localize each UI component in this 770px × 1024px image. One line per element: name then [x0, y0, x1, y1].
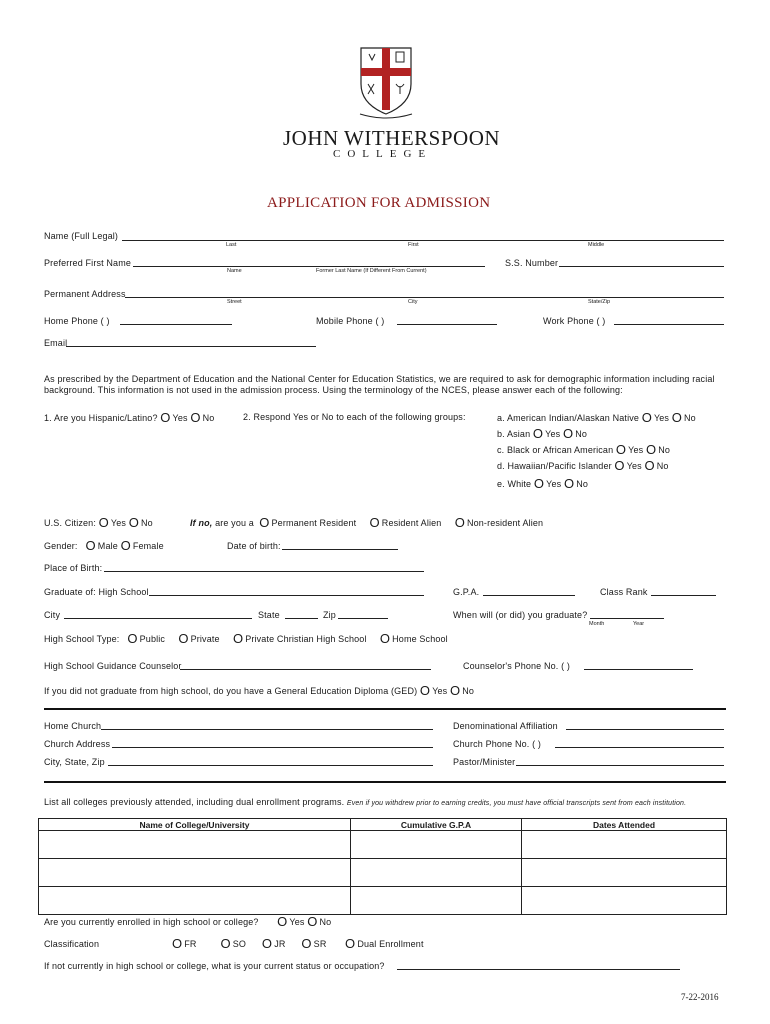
college-name-cell[interactable] — [39, 887, 351, 915]
group-a-yes-radio[interactable]: O — [641, 410, 652, 425]
classification-options: O FR O SO O JR O SR O Dual Enrollment — [172, 936, 424, 951]
full-name-field[interactable] — [122, 240, 724, 241]
citizen-yes-radio[interactable]: O — [98, 515, 109, 530]
group-a-no-radio[interactable]: O — [671, 410, 683, 425]
colleges-table — [38, 818, 727, 915]
college-dates-cell[interactable] — [522, 887, 727, 915]
work-phone-label: Work Phone ( ) — [543, 316, 606, 326]
church-address-label: Church Address — [44, 739, 111, 749]
class-rank-label: Class Rank — [600, 587, 648, 597]
month-sublabel: Month — [589, 621, 605, 627]
last-sublabel: Last — [226, 242, 237, 248]
groups-question: 2. Respond Yes or No to each of the following groups: — [243, 412, 466, 422]
private-school-radio[interactable]: O — [178, 631, 189, 646]
preferred-name-field[interactable] — [133, 266, 485, 267]
class-rank-field[interactable] — [651, 595, 716, 596]
citizen-row: U.S. Citizen: O Yes O No — [44, 515, 153, 530]
ssn-field[interactable] — [559, 266, 724, 267]
ged-row: If you did not graduate from high school, do you have a General Education Diploma (GED) O Yes O No — [44, 683, 475, 698]
year-sublabel: Year — [633, 621, 645, 627]
pastor-label: Pastor/Minister — [453, 757, 516, 767]
church-phone-label: Church Phone No. ( ) — [453, 739, 542, 749]
hs-city-label: City — [44, 610, 61, 620]
female-radio[interactable]: O — [120, 538, 131, 553]
dual-enrollment-radio[interactable]: O — [345, 936, 356, 951]
counselor-field[interactable] — [180, 669, 431, 670]
college-name: JOHN WITHERSPOON — [283, 126, 501, 150]
resident-alien-radio[interactable]: O — [369, 515, 380, 530]
work-phone-field[interactable] — [614, 324, 724, 325]
christian-school-radio[interactable]: O — [232, 631, 244, 646]
group-b-yes-radio[interactable]: O — [532, 426, 544, 441]
nces-paragraph: As prescribed by the Department of Education and the National Center for Education Statistics, we are required to ask for demographic information including racial background. This information is not used in the admission process. Using the terminology of the NCES, please answer each of the following: — [44, 374, 715, 395]
ged-no-radio[interactable]: O — [449, 683, 461, 698]
nonresident-alien-radio[interactable]: O — [454, 515, 465, 530]
college-gpa-cell[interactable] — [351, 831, 522, 859]
hs-state-label: State — [258, 610, 280, 620]
enrolled-row: Are you currently enrolled in high school or college? O Yes O No — [44, 914, 332, 929]
gender-row: Gender: O Male O Female — [44, 538, 164, 553]
section-divider — [44, 708, 726, 710]
home-church-label: Home Church — [44, 721, 102, 731]
hs-zip-label: Zip — [323, 610, 336, 620]
hs-type-row: High School Type: O Public O Private O Private Christian High School O Home School — [44, 631, 448, 646]
ssn-label: S.S. Number — [505, 258, 559, 268]
college-dates-cell[interactable] — [522, 859, 727, 887]
pob-label: Place of Birth: — [44, 563, 103, 573]
section-divider — [44, 781, 726, 783]
group-b-no-radio[interactable]: O — [562, 426, 574, 441]
home-phone-field[interactable] — [120, 324, 232, 325]
enrolled-no-radio[interactable]: O — [307, 914, 318, 929]
city-sublabel: City — [408, 299, 418, 305]
pastor-field[interactable] — [516, 765, 724, 766]
table-row — [39, 859, 727, 887]
state-zip-sublabel: State/Zip — [588, 299, 611, 305]
col-header-name: Name of College/University — [39, 819, 351, 831]
sr-radio[interactable]: O — [301, 936, 312, 951]
college-subtitle: COLLEGE — [333, 148, 433, 160]
table-row — [39, 887, 727, 915]
male-radio[interactable]: O — [85, 538, 96, 553]
dob-label: Date of birth: — [227, 541, 281, 551]
gpa-field[interactable] — [483, 595, 575, 596]
mobile-phone-field[interactable] — [397, 324, 497, 325]
page-title: APPLICATION FOR ADMISSION — [267, 195, 491, 211]
college-dates-cell[interactable] — [522, 831, 727, 859]
col-header-gpa: Cumulative G.P.A — [351, 819, 522, 831]
dob-field[interactable] — [282, 549, 398, 550]
status-question: If not currently in high school or college, what is your current status or occupation? — [44, 961, 385, 971]
group-c-no-radio[interactable]: O — [645, 442, 657, 457]
fr-radio[interactable]: O — [172, 936, 183, 951]
group-e-yes-radio[interactable]: O — [533, 476, 545, 491]
classification-label: Classification — [44, 939, 100, 949]
hs-city-field[interactable] — [64, 618, 252, 619]
group-d-yes-radio[interactable]: O — [614, 458, 625, 473]
status-field[interactable] — [397, 969, 680, 970]
graduation-date-label: When will (or did) you graduate? — [453, 610, 588, 620]
street-sublabel: Street — [227, 299, 242, 305]
table-row — [39, 831, 727, 859]
high-school-label: Graduate of: High School — [44, 587, 149, 597]
gpa-label: G.P.A. — [453, 587, 480, 597]
name-sublabel: Name — [227, 268, 242, 274]
hs-zip-field[interactable] — [338, 618, 388, 619]
first-sublabel: First — [408, 242, 419, 248]
hispanic-question: 1. Are you Hispanic/Latino? O Yes O No — [44, 410, 215, 425]
name-label: Name (Full Legal) — [44, 231, 119, 241]
pob-field[interactable] — [104, 571, 424, 572]
enrolled-yes-radio[interactable]: O — [277, 914, 288, 929]
college-gpa-cell[interactable] — [351, 887, 522, 915]
residency-row: If no, are you a O Permanent Resident O Resident Alien O Non-resident Alien — [190, 515, 544, 530]
revision-date: 7-22-2016 — [681, 992, 719, 1002]
counselor-phone-field[interactable] — [584, 669, 693, 670]
race-group-row: b. Asian O Yes O No — [497, 426, 588, 441]
former-last-sublabel: Former Last Name (If Different From Current) — [316, 268, 427, 274]
mobile-phone-label: Mobile Phone ( ) — [316, 316, 385, 326]
group-c-yes-radio[interactable]: O — [615, 442, 627, 457]
college-name-cell[interactable] — [39, 831, 351, 859]
citizen-no-radio[interactable]: O — [128, 515, 139, 530]
counselor-phone-label: Counselor's Phone No. ( ) — [463, 661, 571, 671]
perm-resident-radio[interactable]: O — [259, 515, 270, 530]
denomination-label: Denominational Affiliation — [453, 721, 558, 731]
church-address-field[interactable] — [112, 747, 433, 748]
email-field[interactable] — [66, 346, 316, 347]
denomination-field[interactable] — [566, 729, 724, 730]
col-header-dates: Dates Attended — [522, 819, 727, 831]
race-group-row: e. White O Yes O No — [497, 476, 589, 491]
college-crest-logo — [356, 44, 416, 120]
home-phone-label: Home Phone ( ) — [44, 316, 110, 326]
colleges-intro: List all colleges previously attended, including dual enrollment programs. Even if you withdrew prior to earning credits, you must have official transcripts sent from each institution. — [44, 797, 687, 807]
church-city-field[interactable] — [108, 765, 433, 766]
address-field[interactable] — [125, 297, 724, 298]
home-church-field[interactable] — [101, 729, 433, 730]
group-d-no-radio[interactable]: O — [644, 458, 655, 473]
middle-sublabel: Middle — [588, 242, 605, 248]
high-school-field[interactable] — [149, 595, 424, 596]
hispanic-no-radio[interactable]: O — [190, 410, 201, 425]
email-label: Email — [44, 338, 68, 348]
race-group-row: a. American Indian/Alaskan Native O Yes O No — [497, 410, 696, 425]
jr-radio[interactable]: O — [261, 936, 273, 951]
counselor-label: High School Guidance Counselor — [44, 661, 182, 671]
college-gpa-cell[interactable] — [351, 859, 522, 887]
race-group-row: d. Hawaiian/Pacific Islander O Yes O No — [497, 458, 669, 473]
college-name-cell[interactable] — [39, 859, 351, 887]
church-city-label: City, State, Zip — [44, 757, 105, 767]
hispanic-yes-radio[interactable]: O — [160, 410, 171, 425]
group-e-no-radio[interactable]: O — [563, 476, 575, 491]
graduation-date-field[interactable] — [590, 618, 664, 619]
public-school-radio[interactable]: O — [127, 631, 138, 646]
hs-state-field[interactable] — [285, 618, 318, 619]
so-radio[interactable]: O — [220, 936, 231, 951]
preferred-name-label: Preferred First Name — [44, 258, 132, 268]
church-phone-field[interactable] — [555, 747, 724, 748]
race-group-row: c. Black or African American O Yes O No — [497, 442, 671, 457]
home-school-radio[interactable]: O — [379, 631, 391, 646]
address-label: Permanent Address — [44, 289, 126, 299]
ged-yes-radio[interactable]: O — [419, 683, 431, 698]
